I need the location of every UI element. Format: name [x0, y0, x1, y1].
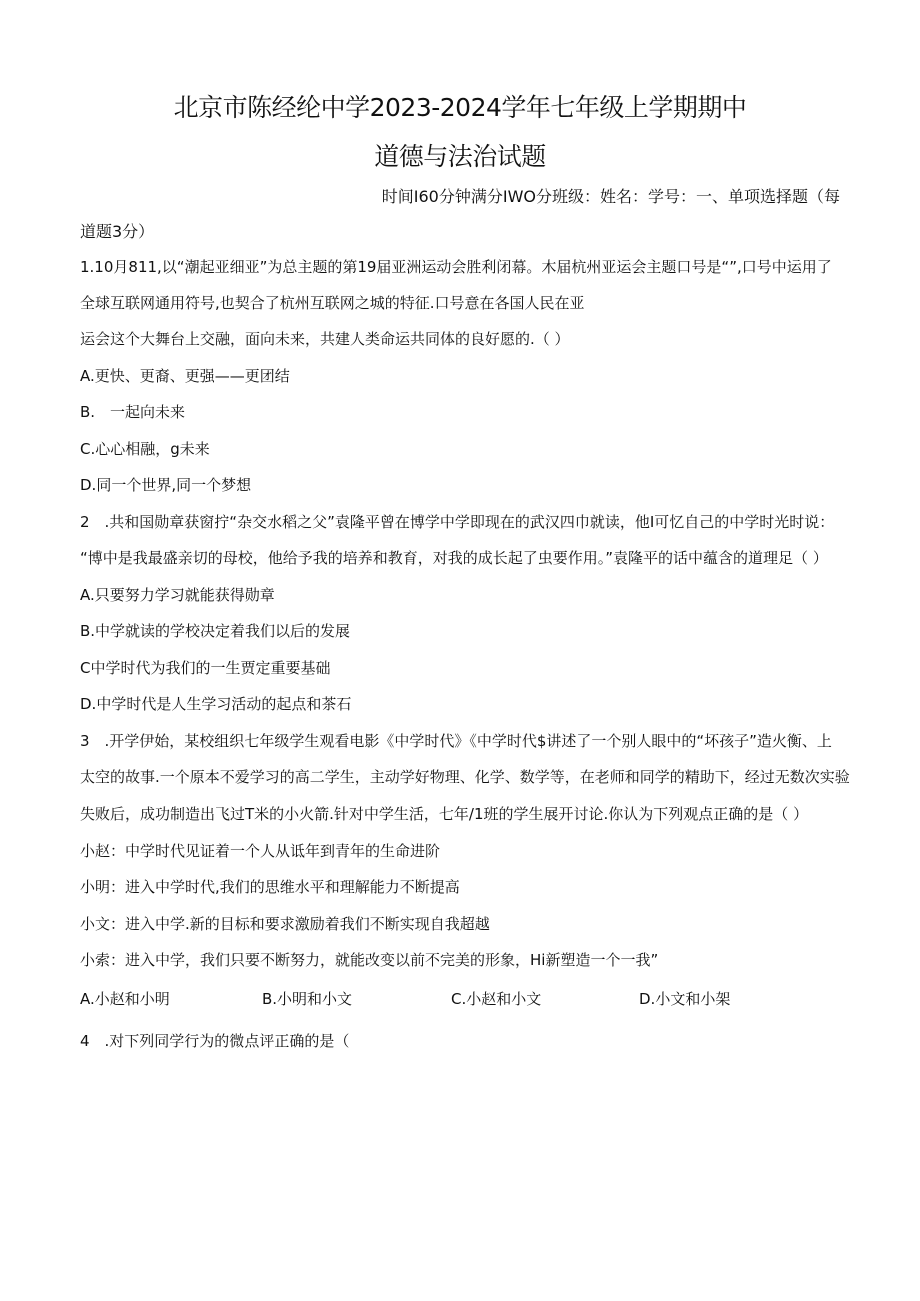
question-2-option-b: B.中学就读的学校决定着我们以后的发展: [80, 622, 351, 640]
question-3-option-b: B.小明和小文: [262, 990, 353, 1008]
exam-meta-line-2: [80, 219, 154, 242]
question-3-stem-line-1: 3 .开学伊始，某校组织七年级学生观看电影《中学时代》《中学时代$讲述了一个别人眼中的“坏孩子”造火衡、上: [80, 732, 832, 750]
exam-subtitle: 道德与法治试题: [374, 142, 546, 171]
question-1-stem-line-3: 运会这个大舞台上交融，面向未来，共建人类命运共同体的良好愿的.（ ）: [80, 330, 570, 348]
question-4-stem-line-1: 4 .对下列同学行为的微点评正确的是（: [80, 1032, 350, 1050]
question-2-stem-line-1: 2 .共和国勋章获窗拧“杂交水稻之父”袁隆平曾在博学中学即现在的武汉四巾就读，他I可忆自己的中学时光时说：: [80, 513, 835, 531]
question-3-view-4: 小索：进入中学，我们只要不断努力，就能改变以前不完美的形象，Hi新塑造一个一我”: [80, 951, 659, 969]
question-3-stem-line-2: 太空的故事.一个原本不爱学习的高二学生，主动学好物理、化学、数学等，在老师和同学的精助下，经过无数次实验: [80, 768, 850, 786]
question-3-option-c: C.小赵和小文: [451, 990, 542, 1008]
question-3-view-2: 小明：进入中学时代,我们的思维水平和理解能力不断提高: [80, 878, 460, 896]
question-3-option-a: A.小赵和小明: [80, 990, 170, 1008]
question-1-option-b: B. 一起向未来: [80, 403, 186, 421]
question-3-view-1: 小赵：中学时代见证着一个人从诋年到青年的生命进阶: [80, 842, 441, 860]
question-2-option-a: A.只要努力学习就能获得勋章: [80, 586, 275, 604]
question-1-stem-line-2: 全球互联网通用符号,也契合了杭州互联网之城的特征.口号意在各国人民在亚: [80, 294, 585, 312]
question-2-stem-line-2: “博中是我最盛亲切的母校，他给予我的培养和教育，对我的成长起了虫要作用。”袁隆平的话中蕴含的道理足（ ）: [80, 549, 828, 567]
question-2-option-d: D.中学时代是人生学习活动的起点和茶石: [80, 695, 352, 713]
question-3-view-3: 小文：进入中学.新的目标和要求激励着我们不断实现自我超越: [80, 915, 490, 933]
question-3-option-d: D.小文和小架: [639, 990, 731, 1008]
question-1-option-c: C.心心相融，g未来: [80, 440, 210, 458]
exam-title: 北京市陈经纶中学2023-2024学年七年级上学期期中: [173, 93, 747, 122]
exam-meta-text-2: 道题3分）: [80, 222, 155, 241]
question-2-option-c: C中学时代为我们的一生贾定重要基础: [80, 659, 331, 677]
question-3-stem-line-3: 失败后，成功制造出飞过T米的小火箭.针对中学生活，七年/1班的学生展开讨论.你认为下列观点正确的是（ ）: [80, 805, 809, 823]
exam-meta-text: 时间I60分钟满分IWO分班级：姓名：学号：一、单项选择题（每: [381, 187, 840, 206]
question-1-option-d: D.同一个世界,同一个梦想: [80, 476, 252, 494]
exam-meta-line: [382, 184, 840, 207]
question-1-stem-line-1: 1.10月811,以“潮起亚细亚”为总主题的第19届亚洲运动会胜利闭幕。木届杭州亚运会主题口号是“”,口号中运用了: [80, 258, 832, 276]
question-1-option-a: A.更快、更裔、更强——更团结: [80, 367, 290, 385]
